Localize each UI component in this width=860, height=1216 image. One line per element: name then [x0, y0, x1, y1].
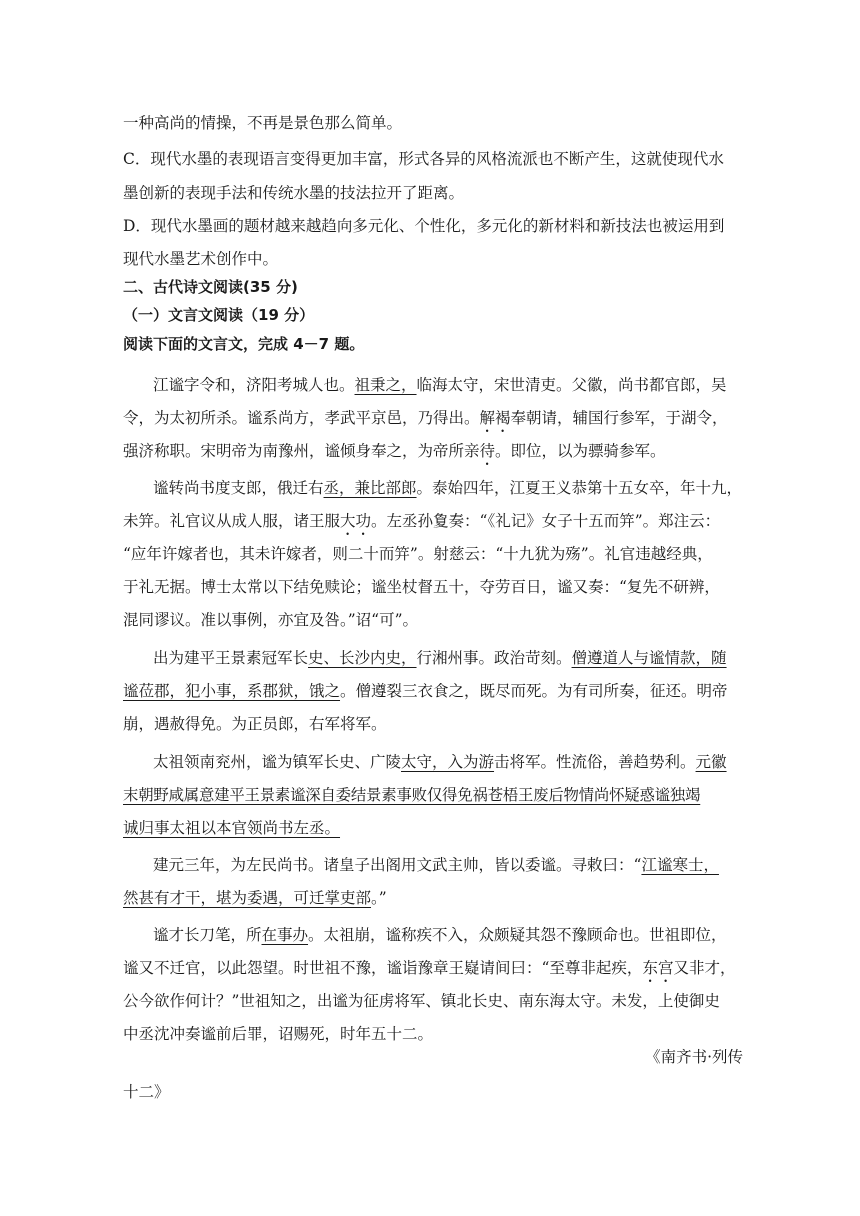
underlined-sentence: 元徽 — [695, 753, 727, 771]
passage-p4-line2: 末朝野咸属意建平王景素谧深自委结景素事败仅得免祸苍梧王废后物情尚怀疑惑谧独竭 — [123, 786, 701, 804]
underlined-sentence: 僧遵道人与谧情款，随 — [571, 649, 727, 667]
passage-p2-line2: 未笄。礼官议从成人服，诸王服大功。左丞孙夐奏：“《礼记》女子十五而笄”。郑注云： — [123, 512, 721, 530]
underlined-sentence: 然甚有才干，堪为委遇，可迁掌吏部 — [123, 889, 372, 907]
passage-p3-line3: 崩，遇赦得免。为正员郎，右军将军。 — [123, 715, 387, 733]
passage-p6-line4: 中丞沈冲奏谧前后罪，诏赐死，时年五十二。 — [123, 1025, 434, 1043]
section-heading: 二、古代诗文阅读(35 分) — [123, 278, 298, 296]
option-d-line2: 现代水墨艺术创作中。 — [123, 250, 279, 268]
passage-p2-line4: 于礼无据。博士太常以下结免赎论；谧坐杖督五十，夺劳百日，谧又奏：“复先不研辨， — [123, 578, 720, 596]
passage-p5-line2: 然甚有才干，堪为委遇，可迁掌吏部。” — [123, 889, 387, 907]
passage-p4-line3: 诚归事太祖以本官领尚书左丞。 — [123, 819, 341, 837]
reading-instruction: 阅读下面的文言文，完成 4－7 题。 — [123, 335, 365, 353]
option-d-line1: D．现代水墨画的题材越来越趋向多元化、个性化，多元化的新材料和新技法也被运用到 — [123, 217, 725, 235]
dotted-term: 东宫 — [642, 959, 674, 977]
dotted-term: 解褐 — [479, 409, 511, 427]
dotted-term: 大功 — [340, 512, 372, 530]
passage-p3-line2: 谧莅郡，犯小事，系郡狱，饿之。僧遵裂三衣食之，既尽而死。为有司所奏，征还。明帝 — [123, 682, 728, 700]
underlined-sentence: 江谧寒士， — [641, 856, 719, 874]
underlined-phrase: 史、长沙内史， — [308, 649, 417, 667]
underlined-phrase: 祖秉之， — [354, 376, 417, 394]
underlined-phrase: 在事办 — [261, 926, 309, 944]
passage-p2-line1: 谧转尚书度支郎，俄迁右丞，兼比部郎。泰始四年，江夏王义恭第十五女卒，年十九， — [153, 479, 743, 497]
passage-p1-line3: 强济称职。宋明帝为南豫州，谧倾身奉之，为帝所亲待。即位，以为骠骑参军。 — [123, 442, 666, 460]
option-c-line1: C．现代水墨的表现语言变得更加丰富，形式各异的风格流派也不断产生，这就使现代水 — [123, 150, 724, 168]
passage-p2-line5: 混同谬议。准以事例，亦宜及咎。”诏“可”。 — [123, 611, 419, 629]
section-subheading: （一）文言文阅读（19 分） — [123, 306, 315, 324]
underlined-phrase: 太守，入为游 — [401, 753, 495, 771]
passage-p2-line3: “应年许嫁者也，其未许嫁者，则二十而笄”。射慈云：“十九犹为殇”。礼官违越经典， — [123, 545, 713, 563]
passage-p4-line1: 太祖领南兖州，谧为镇军长史、广陵太守，入为游击将军。性流俗，善趋势利。元徽 — [153, 753, 727, 771]
source-citation-line1: 《南齐书·列传 — [645, 1048, 743, 1066]
passage-p6-line1: 谧才长刀笔，所在事办。太祖崩，谧称疾不入，众颇疑其怨不豫顾命也。世祖即位， — [153, 926, 727, 944]
option-b-tail: 一种高尚的情操，不再是景色那么简单。 — [123, 114, 403, 132]
option-c-line2: 墨创新的表现手法和传统水墨的技法拉开了距离。 — [123, 184, 465, 202]
underlined-sentence: 谧莅郡，犯小事，系郡狱，饿之 — [123, 682, 341, 700]
passage-p5-line1: 建元三年，为左民尚书。诸皇子出阁用文武主帅，皆以委谧。寻敕曰：“江谧寒士， — [153, 856, 719, 874]
passage-p3-line1: 出为建平王景素冠军长史、长沙内史，行湘州事。政治苛刻。僧遵道人与谧情款，随 — [153, 649, 727, 667]
underlined-phrase: 丞，兼比部郎 — [323, 479, 417, 497]
passage-p6-line2: 谧又不迁官，以此怨望。时世祖不豫，谧诣豫章王嶷请间曰：“至尊非起疾，东宫又非才， — [123, 959, 736, 977]
source-citation-line2: 十二》 — [123, 1083, 170, 1101]
passage-p1-line1: 江谧字令和，济阳考城人也。祖秉之，临海太守，宋世清吏。父徽，尚书都官郎，吴 — [153, 376, 727, 394]
passage-p1-line2: 令，为太初所杀。谧系尚方，孝武平京邑，乃得出。解褐奉朝请，辅国行参军，于湖令， — [123, 409, 728, 427]
dotted-term: 待 — [479, 442, 496, 460]
passage-p6-line3: 公今欲作何计？”世祖知之，出谧为征虏将军、镇北长史、南东海太守。未发，上使御史 — [123, 992, 720, 1010]
